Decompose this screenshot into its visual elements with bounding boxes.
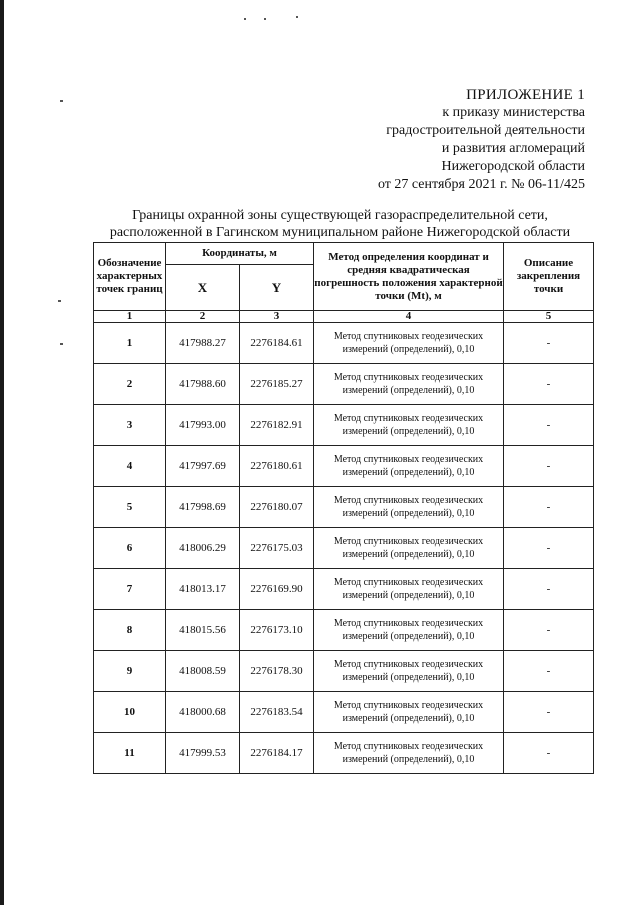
scan-speck: [296, 16, 298, 18]
table-row: [94, 569, 594, 610]
point-id: 5: [94, 487, 166, 528]
table-row: [94, 528, 594, 569]
header-line: и развития агломераций: [441, 141, 585, 156]
header-x: X: [166, 265, 240, 311]
y-coordinate: 2276178.30: [240, 651, 314, 692]
point-id: 2: [94, 364, 166, 405]
column-number-row: [94, 311, 594, 323]
y-coordinate: 2276183.54: [240, 692, 314, 733]
header-y: Y: [240, 265, 314, 311]
appendix-header: [378, 86, 585, 194]
y-coordinate: 2276175.03: [240, 528, 314, 569]
method-description: Метод спутниковых геодезических измерений (определений), 0,10: [314, 610, 504, 651]
header-line: от 27 сентября 2021 г. № 06-11/425: [377, 177, 585, 192]
fixing-description: -: [504, 364, 594, 405]
x-coordinate: 417999.53: [166, 733, 240, 774]
method-description: Метод спутниковых геодезических измерений (определений), 0,10: [314, 405, 504, 446]
coordinates-table: [93, 242, 594, 774]
y-coordinate: 2276184.17: [240, 733, 314, 774]
fixing-description: -: [504, 323, 594, 364]
point-id: 4: [94, 446, 166, 487]
scan-left-edge: [0, 0, 4, 905]
point-id: 9: [94, 651, 166, 692]
table-row: [94, 405, 594, 446]
title-line-2: расположенной в Гагинском муниципальном районе Нижегородской области: [109, 225, 571, 240]
scan-speck: [58, 300, 61, 302]
y-coordinate: 2276173.10: [240, 610, 314, 651]
header-line: к приказу министерства: [442, 105, 585, 120]
header-line: градостроительной деятельности: [386, 123, 585, 138]
x-coordinate: 417988.60: [166, 364, 240, 405]
method-description: Метод спутниковых геодезических измерений (определений), 0,10: [314, 364, 504, 405]
document-title: [60, 207, 620, 241]
point-id: 3: [94, 405, 166, 446]
y-coordinate: 2276185.27: [240, 364, 314, 405]
table-row: [94, 733, 594, 774]
x-coordinate: 418006.29: [166, 528, 240, 569]
x-coordinate: 417998.69: [166, 487, 240, 528]
y-coordinate: 2276184.61: [240, 323, 314, 364]
x-coordinate: 418000.68: [166, 692, 240, 733]
scan-speck: [244, 18, 246, 20]
point-id: 1: [94, 323, 166, 364]
header-description: Описание закрепления точки: [504, 243, 594, 311]
x-coordinate: 418013.17: [166, 569, 240, 610]
x-coordinate: 418015.56: [166, 610, 240, 651]
point-id: 6: [94, 528, 166, 569]
header-coordinates: Координаты, м: [166, 243, 314, 265]
scan-speck: [60, 343, 63, 345]
table-row: [94, 487, 594, 528]
point-id: 11: [94, 733, 166, 774]
header-point-designation: Обозначение характерных точек границ: [94, 243, 166, 311]
scan-speck: [60, 100, 63, 102]
appendix-label: ПРИЛОЖЕНИЕ 1: [466, 87, 585, 103]
y-coordinate: 2276182.91: [240, 405, 314, 446]
fixing-description: -: [504, 405, 594, 446]
x-coordinate: 417997.69: [166, 446, 240, 487]
table-row: [94, 610, 594, 651]
y-coordinate: 2276180.07: [240, 487, 314, 528]
header-method: Метод определения координат и средняя квадратическая погрешность положения характерной точки (Mt), м: [314, 243, 504, 311]
point-id: 8: [94, 610, 166, 651]
table-row: [94, 446, 594, 487]
point-id: 10: [94, 692, 166, 733]
table-row: [94, 651, 594, 692]
method-description: Метод спутниковых геодезических измерений (определений), 0,10: [314, 692, 504, 733]
method-description: Метод спутниковых геодезических измерений (определений), 0,10: [314, 569, 504, 610]
table-row: [94, 692, 594, 733]
x-coordinate: 417988.27: [166, 323, 240, 364]
scan-speck: [264, 18, 266, 20]
method-description: Метод спутниковых геодезических измерений (определений), 0,10: [314, 446, 504, 487]
fixing-description: -: [504, 446, 594, 487]
column-number: 4: [314, 311, 504, 323]
point-id: 7: [94, 569, 166, 610]
x-coordinate: 418008.59: [166, 651, 240, 692]
fixing-description: -: [504, 651, 594, 692]
method-description: Метод спутниковых геодезических измерений (определений), 0,10: [314, 651, 504, 692]
header-line: Нижегородской области: [441, 159, 585, 174]
method-description: Метод спутниковых геодезических измерений (определений), 0,10: [314, 323, 504, 364]
x-coordinate: 417993.00: [166, 405, 240, 446]
y-coordinate: 2276180.61: [240, 446, 314, 487]
fixing-description: -: [504, 487, 594, 528]
table-row: [94, 323, 594, 364]
fixing-description: -: [504, 692, 594, 733]
fixing-description: -: [504, 610, 594, 651]
column-number: 5: [504, 311, 594, 323]
title-line-1: Границы охранной зоны существующей газораспределительной сети,: [132, 208, 548, 223]
fixing-description: -: [504, 569, 594, 610]
column-number: 2: [166, 311, 240, 323]
fixing-description: -: [504, 733, 594, 774]
column-number: 3: [240, 311, 314, 323]
column-number: 1: [94, 311, 166, 323]
method-description: Метод спутниковых геодезических измерений (определений), 0,10: [314, 528, 504, 569]
y-coordinate: 2276169.90: [240, 569, 314, 610]
method-description: Метод спутниковых геодезических измерений (определений), 0,10: [314, 733, 504, 774]
fixing-description: -: [504, 528, 594, 569]
table-row: [94, 364, 594, 405]
method-description: Метод спутниковых геодезических измерений (определений), 0,10: [314, 487, 504, 528]
